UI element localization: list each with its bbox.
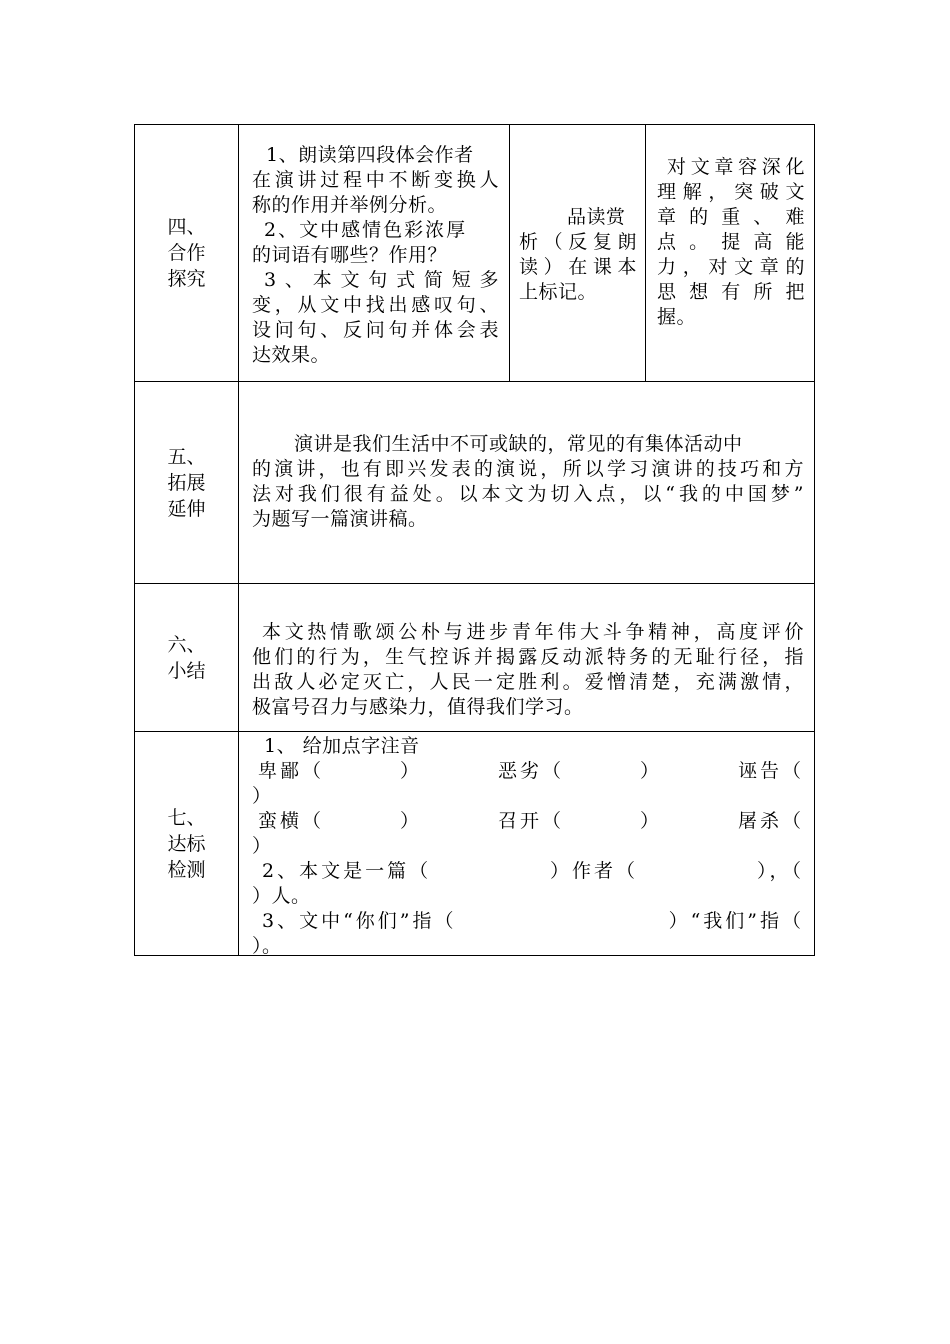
blank-segment: 蛮横（ [258,810,325,832]
task-line: 1、朗读第四段体会作者 [266,144,474,166]
goal-cell [646,125,814,381]
blank-segment: ），（ [756,860,804,882]
paragraph-line: 的演讲，也有即兴发表的演说，所以学习演讲的技巧和方 [252,458,804,480]
goal-line: 点。提高能 [657,231,805,253]
goal-line: 思想有所把 [657,281,805,303]
goal-line: 对文章容深化 [667,156,805,178]
row-label [135,125,239,381]
paragraph-line: 为题写一篇演讲稿。 [252,508,428,530]
goal-line: 章的重、难 [657,206,805,228]
wrap-line: ） [252,785,272,807]
blank-segment: 召开（ [497,810,564,832]
question-2 [252,859,804,884]
row-extension [135,382,814,584]
activity-cell [239,125,510,381]
row-label [135,382,239,583]
method-cell [510,125,646,381]
blank-segment: ） [639,810,662,832]
task-line: 3、本文句式简短多 [264,269,499,291]
label-line: 检测 [167,858,206,881]
task-line: 2、文中感情色彩浓厚 [264,219,468,241]
summary-content [239,584,814,731]
question-title: 1、 给加点字注音 [264,735,420,757]
label-line: 五、 [167,445,206,468]
label-line: 探究 [167,268,206,290]
paragraph-line: 出敌人必定灭亡，人民一定胜利。爱憎清楚，充满激情， [252,671,804,693]
row-summary [135,584,814,732]
blank-segment: 恶劣（ [497,760,564,782]
goal-line: 力，对文章的 [657,256,805,278]
method-line: 品读赏 [567,206,626,228]
method-line: 析（反复朗 [519,231,637,253]
lesson-table [134,124,815,956]
method-line: 上标记。 [519,281,598,303]
row-label [135,584,239,731]
task-line: 达效果。 [252,344,331,366]
label-line: 小结 [167,659,206,682]
row-cooperative-inquiry [135,125,814,382]
label-line: 延伸 [167,497,206,520]
pinyin-row-2 [252,809,804,834]
task-line: 在演讲过程中不断变换人 [252,169,499,191]
blank-segment: ） [399,760,422,782]
wrap-line: ）人。 [252,885,311,907]
label-line: 六、 [167,633,206,656]
row-label [135,732,239,955]
blank-segment: ）作者（ [550,860,639,882]
label-line: 合作 [167,242,206,264]
paragraph-line: 本文热情歌颂公朴与进步青年伟大斗争精神，高度评价 [262,621,804,643]
blank-segment: 屠杀（ [737,810,804,832]
assessment-content [239,732,814,955]
label-line: 四、 [167,216,206,238]
paragraph-line: 演讲是我们生活中不可或缺的，常见的有集体活动中 [294,433,743,455]
blank-segment: 2、本文是一篇（ [262,860,432,882]
question-3 [252,909,804,934]
blank-segment: 卑鄙（ [258,760,325,782]
label-line: 拓展 [167,471,206,494]
task-line: 变，从文中找出感叹句、 [252,294,499,316]
paragraph-line: 极富号召力与感染力，值得我们学习。 [252,696,584,718]
blank-segment: 诬告（ [737,760,804,782]
goal-line: 理解，突破文 [657,181,805,203]
wrap-line: ）。 [252,935,282,957]
pinyin-row-1 [252,759,804,784]
blank-segment: ） [399,810,422,832]
task-line: 的词语有哪些？作用？ [252,244,448,266]
extension-content [239,382,814,583]
blank-segment: ） [639,760,662,782]
method-line: 读）在课本 [519,256,637,278]
blank-segment: 3、文中“你们”指（ [262,910,457,932]
blank-segment: ）“我们”指（ [668,910,804,932]
paragraph-line: 法对我们很有益处。以本文为切入点，以“我的中国梦” [252,483,804,505]
goal-line: 握。 [657,306,697,328]
paragraph-line: 他们的行为，生气控诉并揭露反动派特务的无耻行径，指 [252,646,804,668]
label-line: 达标 [167,832,206,855]
task-line: 称的作用并举例分析。 [252,194,448,216]
task-line: 设问句、反问句并体会表 [252,319,499,341]
label-line: 七、 [167,806,206,829]
wrap-line: ） [252,835,272,857]
row-assessment [135,732,814,955]
